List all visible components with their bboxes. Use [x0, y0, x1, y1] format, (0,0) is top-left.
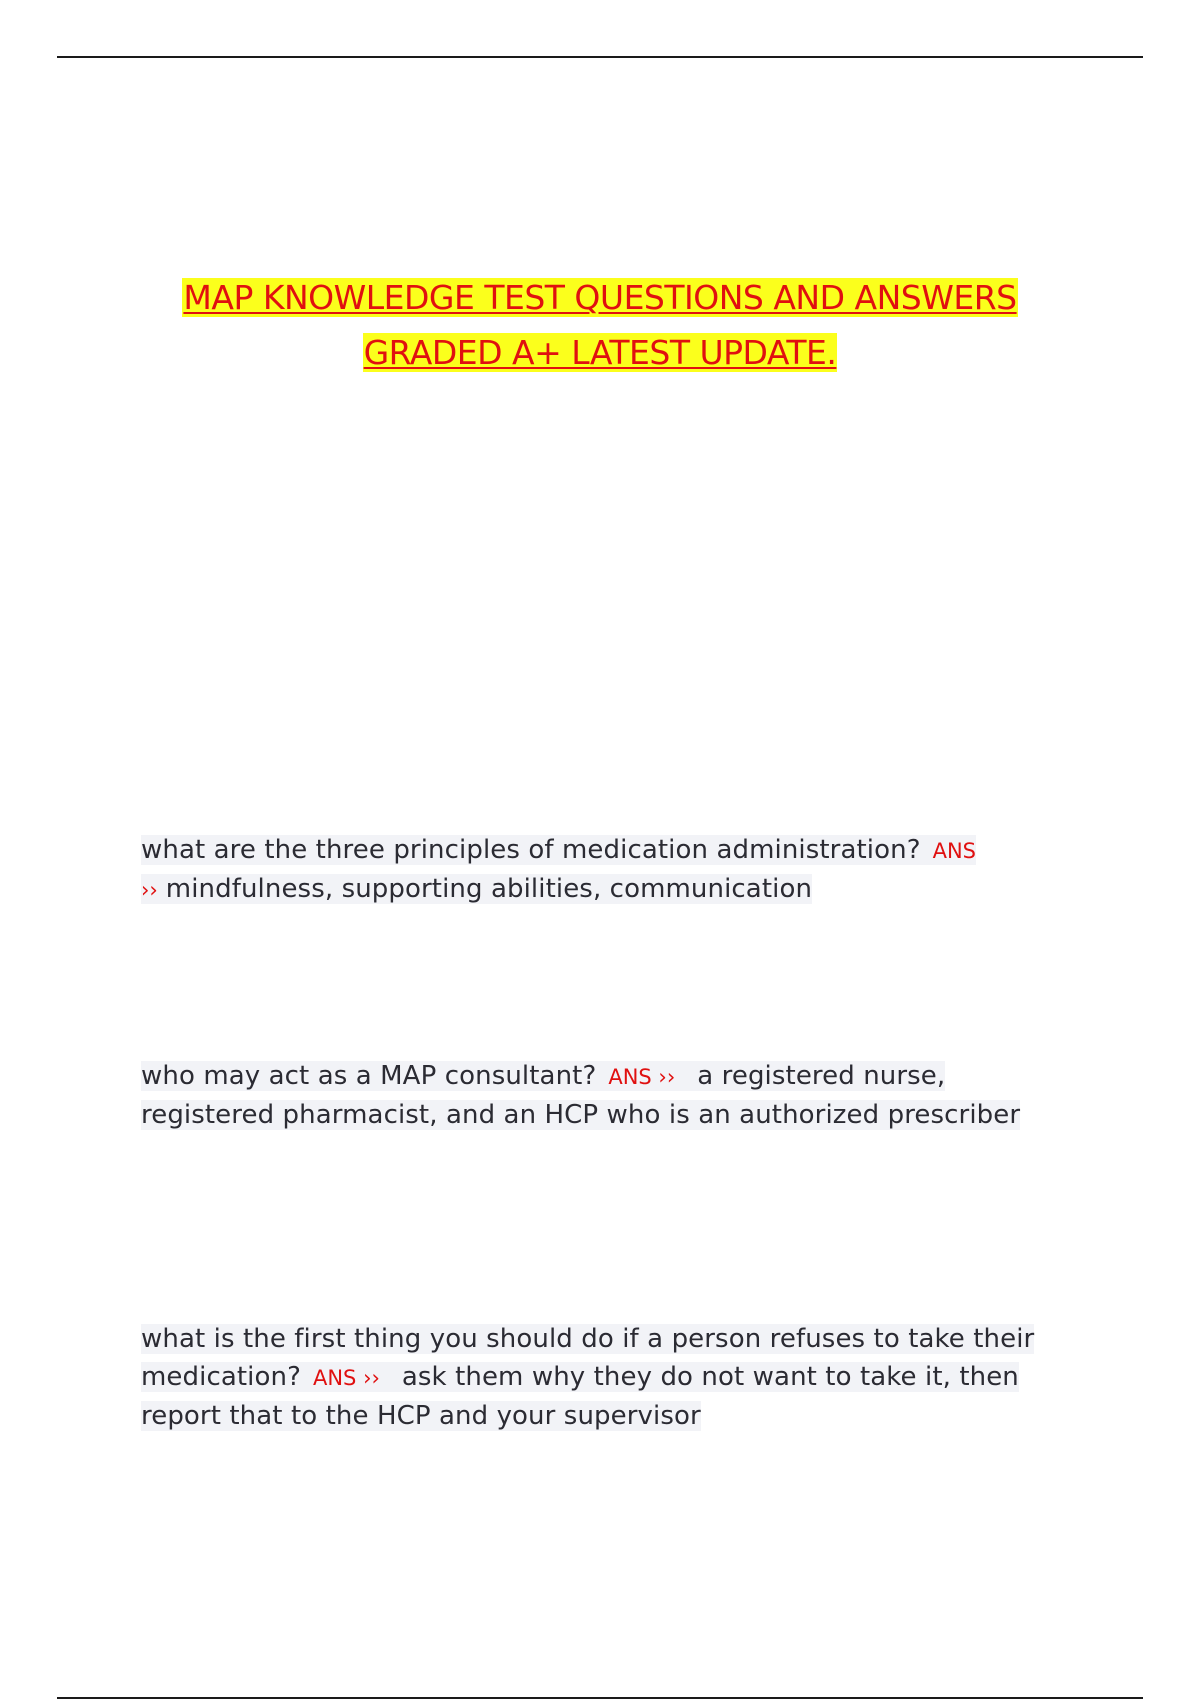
answer-text: mindfulness, supporting abilities, communication [165, 874, 813, 904]
ans-marker: ANS ›› [608, 1065, 676, 1089]
question-text: what is the first thing you should do if a person refuses to take their medication? [141, 1324, 1035, 1392]
footer-rule [57, 1697, 1143, 1699]
question-text: what are the three principles of medication administration? [141, 835, 921, 865]
answer-text: a registered nurse, registered pharmacist, and an HCP who is an authorized prescriber [141, 1061, 1021, 1130]
ans-marker: ANS ›› [141, 839, 977, 902]
ans-marker: ANS ›› [312, 1366, 380, 1390]
qa-item [141, 831, 1071, 909]
question-text: who may act as a MAP consultant? [141, 1061, 597, 1091]
qa-item [141, 1057, 1071, 1134]
answer-text: ask them why they do not want to take it, then report that to the HCP and your supervisor [141, 1362, 1019, 1431]
document-title [130, 270, 1070, 380]
title-line-1: MAP KNOWLEDGE TEST QUESTIONS AND ANSWERS [183, 278, 1017, 317]
header-rule [57, 56, 1143, 58]
qa-item [141, 1320, 1071, 1435]
title-line-2: GRADED A+ LATEST UPDATE. [363, 333, 837, 372]
